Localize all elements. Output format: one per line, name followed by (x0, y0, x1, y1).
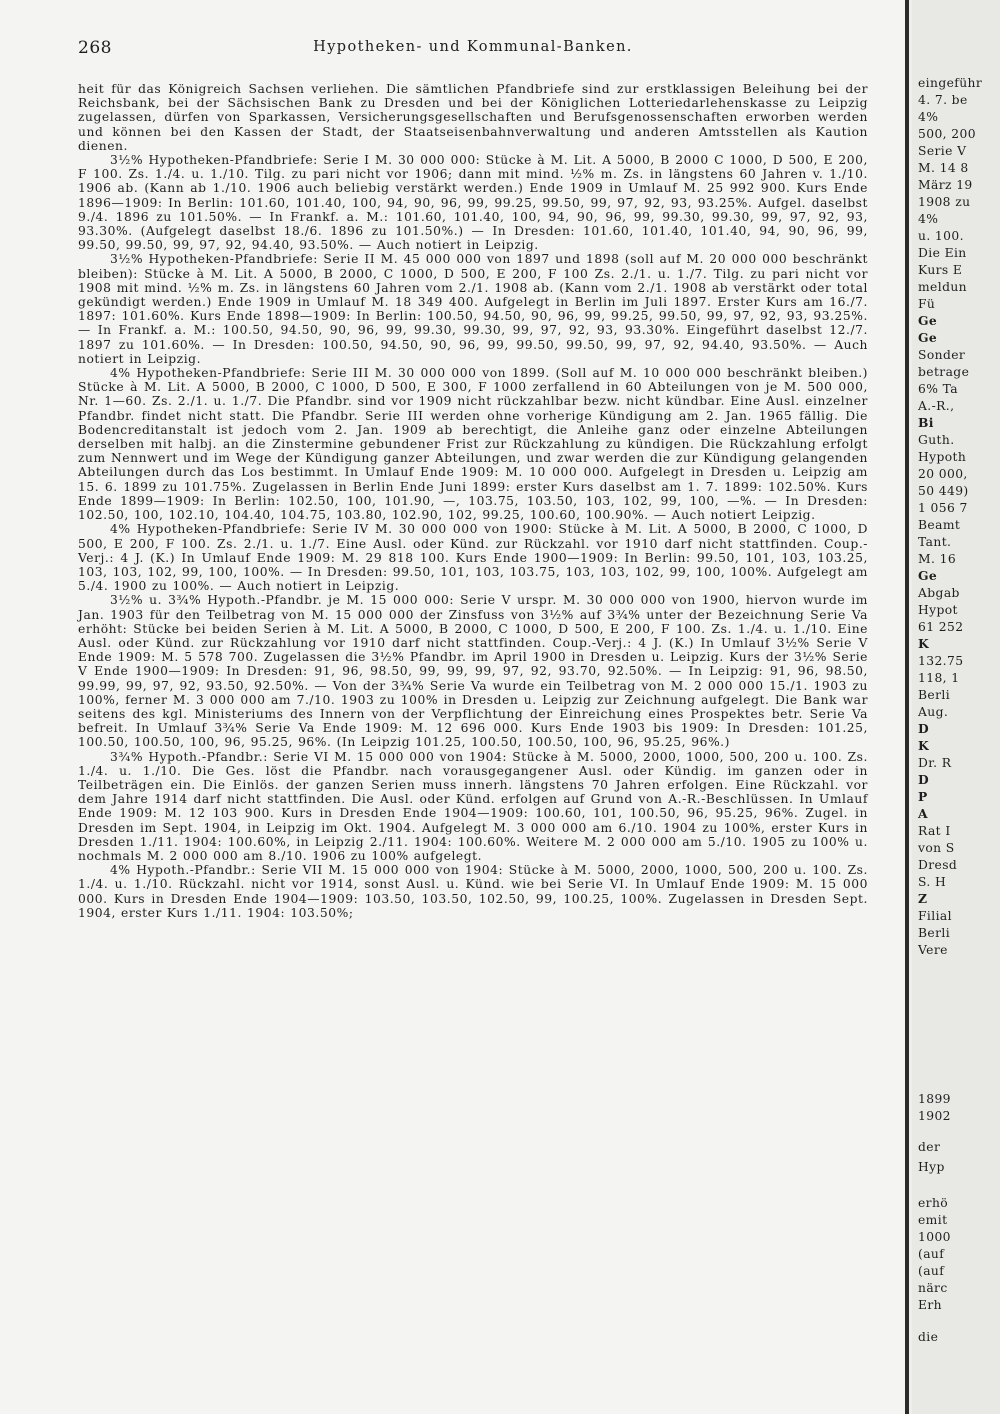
adjacent-page-line: u. 100. (918, 229, 964, 243)
adjacent-page-line: 132.75 (918, 654, 964, 668)
adjacent-page-line: 500, 200 (918, 127, 976, 141)
adjacent-page-line: 1902 (918, 1109, 951, 1123)
adjacent-page-line: erhö (918, 1196, 949, 1210)
adjacent-page-line: Guth. (918, 433, 955, 447)
adjacent-page-line: Dresd (918, 858, 958, 872)
adjacent-page-line: K (918, 636, 930, 651)
adjacent-page-line: Ge (918, 568, 938, 583)
adjacent-page-line: 61 252 (918, 620, 964, 634)
paragraph-serie-iv: 4% Hypotheken-Pfandbriefe: Serie IV M. 30 000 000 von 1900: Stücke à M. Lit. A 5000, B 2000, C 1000, D 500, E 200, F 100. Zs. 2./1. u. 1./7. Eine Ausl. oder Künd. zur Rückzahl. vor 1910 darf nicht stattfinden. Coup.-Verj.: 4 J. (K.) In Umlauf Ende 1909: M. 29 818 100. Kurs Ende 1900—1909: In Berlin: 99.50, 101, 103, 103.25, 103, 103, 102, 99, 100, 100%. — In Dresden: 99.50, 101, 103, 103.75, 103, 103, 102, 99, 100, 100%. Aufgelegt am 5./4. 1900 zu 100%. — Auch notiert in Leipzig. (78, 522, 868, 594)
adjacent-page-line: Dr. R (918, 756, 952, 770)
page-gutter (905, 0, 909, 1414)
adjacent-page-line: Beamt (918, 518, 961, 532)
adjacent-page-line: M. 16 (918, 552, 957, 566)
adjacent-page-line: Filial (918, 909, 952, 923)
paragraph-serie-v: 3½% u. 3¾% Hypoth.-Pfandbr. je M. 15 000 000: Serie V urspr. M. 30 000 000 von 1900, hiervon wurde im Jan. 1903 für den Teilbetrag von M. 15 000 000 der Zinsfuss von 3½% auf 3¾% unter der Bezeichnung Serie Va erhöht: Stücke bei beiden Serien à M. Lit. A 5000, B 2000, C 1000, D 500, E 200, F 100. Zs. 1./4. u. 1./10. Eine Ausl. oder Künd. zur Rückzahlung vor 1910 darf nicht stattfinden. Coup.-Verj.: 4 J. (K.) In Umlauf 3½% Serie V Ende 1909: M. 5 578 700. Zugelassen die 3½% Pfandbr. im April 1900 in Dresden u. Leipzig. Kurs der 3½% Serie V Ende 1900—1909: In Dresden: 91, 96, 98.50, 99, 99, 99, 97, 92, 93.70, 92.50%. — In Leipzig: 91, 96, 98.50, 99.99, 99, 97, 92, 93.50, 92.50%. — Von der 3¾% Serie Va wurde ein Teilbetrag von M. 2 000 000 15./1. 1903 zu 100%, ferner M. 3 000 000 am 7./10. 1903 zu 100% in Dresden u. Leipzig zur Zeichnung aufgelegt. Die Bank war seitens des kgl. Ministeriums des Innern von der Verpflichtung der Einreichung eines Prospektes betr. Serie Va befreit. In Umlauf 3¾% Serie Va Ende 1909: M. 12 696 000. Kurs Ende 1903 bis 1909: In Dresden: 101.25, 100.50, 100.50, 100, 96, 95.25, 96%. (In Leipzig 101.25, 100.50, 100.50, 100, 96, 95.25, 96%.) (78, 593, 868, 750)
adjacent-page-line: närc (918, 1281, 948, 1295)
adjacent-page-line: D (918, 721, 930, 736)
adjacent-page-line: Berli (918, 688, 951, 702)
adjacent-page-line: (auf (918, 1264, 945, 1278)
adjacent-page-line: K (918, 738, 930, 753)
paragraph-serie-ii: 3½% Hypotheken-Pfandbriefe: Serie II M. 45 000 000 von 1897 und 1898 (soll auf M. 20 000 000 beschränkt bleiben): Stücke à M. Lit. A 5000, B 2000, C 1000, D 500, E 200, F 100 Zs. 2./1. u. 1./7. Tilg. zu pari nicht vor 1908 mit mind. ½% m. Zs. in längstens 60 Jahren vom 2./1. 1908 ab. (Kann vom 2./1. 1908 ab verstärkt oder total gekündigt werden.) Ende 1909 in Umlauf M. 18 349 400. Aufgelegt in Berlin im Juli 1897. Erster Kurs am 16./7. 1897: 101.60%. Kurs Ende 1898—1909: In Berlin: 100.50, 94.50, 90, 96, 99, 99.25, 99.50, 99, 97, 92, 93, 93.25%. — In Frankf. a. M.: 100.50, 94.50, 90, 96, 99, 99.30, 99.30, 99, 97, 92, 93, 93.30%. Eingeführt daselbst 12./7. 1897 zu 101.60%. — In Dresden: 100.50, 94.50, 90, 96, 99, 99.50, 99.50, 99, 97, 92, 94.40, 93.50%. — Auch notiert in Leipzig. (78, 252, 868, 366)
adjacent-page-line: Sonder (918, 348, 966, 362)
adjacent-page-line: 4% (918, 110, 939, 124)
adjacent-page-line: Tant. (918, 535, 952, 549)
adjacent-page-fragment (912, 0, 1000, 1414)
page-header (78, 38, 868, 60)
adjacent-page-line: D (918, 772, 930, 787)
adjacent-page-line: die (918, 1330, 939, 1344)
adjacent-page-line: M. 14 8 (918, 161, 969, 175)
adjacent-page-line: Erh (918, 1298, 942, 1312)
adjacent-page-line: März 19 (918, 178, 973, 192)
paragraph-serie-vi: 3¾% Hypoth.-Pfandbr.: Serie VI M. 15 000 000 von 1904: Stücke à M. 5000, 2000, 1000, 500, 200 u. 100. Zs. 1./4. u. 1./10. Die Ges. löst die Pfandbr. nach vorausgegangener Ausl. oder Kündig. im ganzen oder in Teilbeträgen ein. Die Einlös. der ganzen Serien muss innerh. längstens 70 Jahren erfolgen. Eine Rückzahl. vor dem Jahre 1914 darf nicht stattfinden. Die Ausl. oder Künd. erfolgen auf Grund von A.-R.-Beschlüssen. In Umlauf Ende 1909: M. 12 103 900. Kurs in Dresden Ende 1904—1909: 100.60, 101, 100.50, 96, 95.25, 96%. Zugel. in Dresden im Sept. 1904, in Leipzig im Okt. 1904. Aufgelegt M. 3 000 000 am 6./10. 1904 zu 100%, erster Kurs in Dresden 1./11. 1904: 100.60%, in Leipzig 2./11. 1904: 100.60%. Weitere M. 2 000 000 am 5./10. 1905 zu 100% u. nochmals M. 2 000 000 am 8./10. 1906 zu 100% aufgelegt. (78, 749, 868, 863)
adjacent-page-line: Z (918, 891, 928, 906)
adjacent-page-line: (auf (918, 1247, 945, 1261)
paragraph-serie-i: 3½% Hypotheken-Pfandbriefe: Serie I M. 30 000 000: Stücke à M. Lit. A 5000, B 2000 C 1000, D 500, E 200, F 100. Zs. 1./4. u. 1./10. Tilg. zu pari nicht vor 1906; dann mit mind. ½% m. Zs. in längstens 60 Jahren v. 1./10. 1906 ab. (Kann ab 1./10. 1906 auch beliebig verstärkt werden.) Ende 1909 in Umlauf M. 25 992 900. Kurs Ende 1896—1909: In Berlin: 101.60, 101.40, 100, 94, 90, 96, 99, 99.25, 99.50, 99, 97, 92, 93, 93.25%. Aufgel. daselbst 9./4. 1896 zu 101.50%. — In Frankf. a. M.: 101.60, 101.40, 100, 94, 90, 96, 99, 99.30, 99.30, 99, 97, 92, 93, 93.30%. (Aufgelegt daselbst 18./6. 1896 zu 101.50%.) — In Dresden: 101.60, 101.40, 101.40, 94, 90, 96, 99, 99.50, 99.50, 99, 97, 92, 94.40, 93.50%. — Auch notiert in Leipzig. (78, 153, 868, 253)
adjacent-page-line: Hypoth (918, 450, 967, 464)
running-title: Hypotheken- und Kommunal-Banken. (313, 39, 633, 55)
body-text (78, 82, 868, 920)
adjacent-page-line: Ge (918, 313, 938, 328)
paragraph-intro: heit für das Königreich Sachsen verliehen. Die sämtlichen Pfandbriefe sind zur erstklassigen Beleihung bei der Reichsbank, bei der Sächsischen Bank zu Dresden und bei der Königlichen Lotteriedarlehenskasse zu Leipzig zugelassen, dürfen von Sparkassen, Versicherungsgesellschaften und Berufsgenossenschaften erworben werden und können bei den Kassen der Stadt, der Staatseisenbahnverwaltung und anderen Amtsstellen als Kaution dienen. (78, 82, 868, 153)
adjacent-page-line: Hypot (918, 603, 958, 617)
adjacent-page-line: Kurs E (918, 263, 963, 277)
adjacent-page-line: A (918, 806, 928, 821)
adjacent-page-line: 1 056 7 (918, 501, 968, 515)
adjacent-page-line: 20 000, (918, 467, 968, 481)
adjacent-page-line: Aug. (918, 705, 949, 719)
adjacent-page-line: betrage (918, 365, 970, 379)
adjacent-page-line: 4% (918, 212, 939, 226)
adjacent-page-line: meldun (918, 280, 967, 294)
adjacent-page-line: A.-R., (918, 399, 955, 413)
adjacent-page-line: 1000 (918, 1230, 951, 1244)
adjacent-page-line: 6% Ta (918, 382, 958, 396)
adjacent-page-line: Abgab (918, 586, 960, 600)
adjacent-page-line: Hyp (918, 1160, 945, 1174)
adjacent-page-line: Berli (918, 926, 951, 940)
page-number: 268 (78, 38, 112, 58)
adjacent-page-line: Serie V (918, 144, 967, 158)
adjacent-page-line: von S (918, 841, 955, 855)
adjacent-page-line: 1899 (918, 1092, 951, 1106)
paragraph-serie-vii: 4% Hypoth.-Pfandbr.: Serie VII M. 15 000 000 von 1904: Stücke à M. 5000, 2000, 1000, 500, 200 u. 100. Zs. 1./4. u. 1./10. Rückzahl. nicht vor 1914, sonst Ausl. u. Künd. wie bei Serie VI. In Umlauf Ende 1909: M. 15 000 000. Kurs in Dresden Ende 1904—1909: 103.50, 103.50, 102.50, 99, 100.25, 100%. Zugelassen in Dresden Sept. 1904, erster Kurs 1./11. 1904: 103.50%; (78, 863, 868, 920)
adjacent-page-line: Vere (918, 943, 948, 957)
adjacent-page-line: Fü (918, 297, 936, 311)
adjacent-page-line: 118, 1 (918, 671, 960, 685)
adjacent-page-line: emit (918, 1213, 948, 1227)
adjacent-page-line: eingeführ (918, 76, 983, 90)
adjacent-page-line: 4. 7. be (918, 93, 968, 107)
adjacent-page-line: P (918, 789, 928, 804)
adjacent-page-line: 50 449) (918, 484, 969, 498)
adjacent-page-line: 1908 zu (918, 195, 971, 209)
adjacent-page-line: Rat I (918, 824, 951, 838)
adjacent-page-line: Ge (918, 330, 938, 345)
adjacent-page-line: Bi (918, 415, 934, 430)
adjacent-page-line: S. H (918, 875, 947, 889)
adjacent-page-line: Die Ein (918, 246, 967, 260)
adjacent-page-line: der (918, 1140, 941, 1154)
paragraph-serie-iii: 4% Hypotheken-Pfandbriefe: Serie III M. 30 000 000 von 1899. (Soll auf M. 10 000 000 beschränkt bleiben.) Stücke à M. Lit. A 5000, B 2000, C 1000, D 500, E 300, F 1000 zerfallend in 60 Abteilungen von je M. 500 000, Nr. 1—60. Zs. 2./1. u. 1./7. Die Pfandbr. sind vor 1909 nicht rückzahlbar bezw. nicht kündbar. Eine Ausl. einzelner Pfandbr. findet nicht statt. Die Pfandbr. Serie III werden ohne vorherige Kündigung am 2. Jan. 1965 fällig. Die Bodencreditanstalt ist jedoch vom 2. Jan. 1909 ab berechtigt, die Anleihe ganz oder einzelne Abteilungen derselben mit halbj. an die Zinstermine gebundener Frist zur Rückzahlung zu kündigen. Die Rückzahlung erfolgt zum Nennwert und im Wege der Kündigung ganzer Abteilungen, und zwar werden die zur Kündigung gelangenden Abteilungen durch das Los bestimmt. In Umlauf Ende 1909: M. 10 000 000. Aufgelegt in Dresden u. Leipzig am 15. 6. 1899 zu 101.75%. Zugelassen in Berlin Ende Juni 1899: erster Kurs daselbst am 1. 7. 1899: 102.50%. Kurs Ende 1899—1909: In Berlin: 102.50, 100, 101.90, —, 103.75, 103.50, 103, 102, 99, 100, —%. — In Dresden: 102.50, 100, 102.10, 104.40, 104.75, 103.80, 102.90, 102, 99.25, 100.60, 100.90%. — Auch notiert Leipzig. (78, 366, 868, 523)
